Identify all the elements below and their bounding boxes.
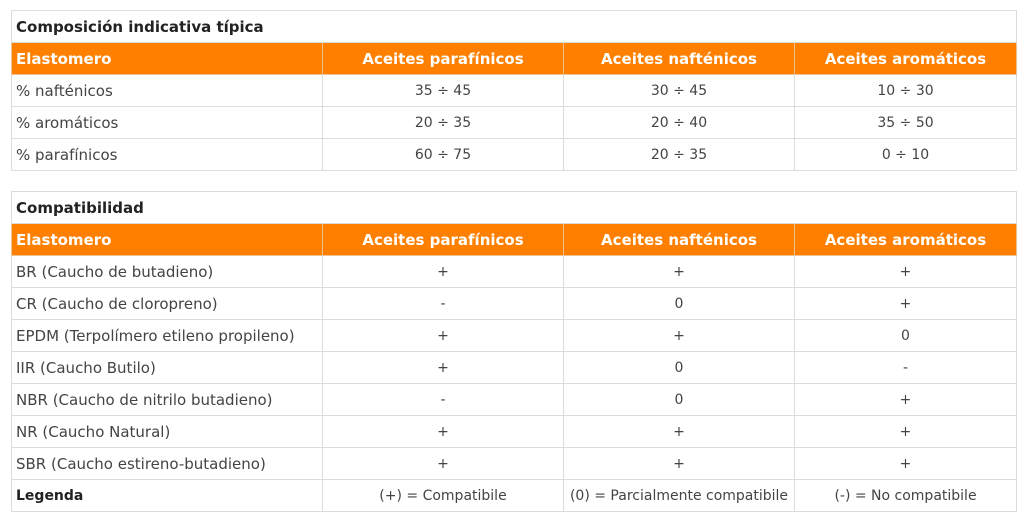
compatibility-title: Compatibilidad <box>12 192 1017 224</box>
row-label: IIR (Caucho Butilo) <box>12 352 323 384</box>
column-header-aromaticos: Aceites aromáticos <box>795 43 1017 75</box>
table-cell: - <box>323 288 564 320</box>
table-cell: + <box>564 416 795 448</box>
table-cell: + <box>795 448 1017 480</box>
legend-item: (+) = Compatibile <box>323 480 564 512</box>
table-cell: - <box>323 384 564 416</box>
table-cell: 20 ÷ 40 <box>564 107 795 139</box>
legend-item: (-) = No compatibile <box>795 480 1017 512</box>
row-label: NBR (Caucho de nitrilo butadieno) <box>12 384 323 416</box>
row-label: % parafínicos <box>12 139 323 171</box>
legend-row <box>12 480 1017 512</box>
table-cell: + <box>323 256 564 288</box>
table-cell: 60 ÷ 75 <box>323 139 564 171</box>
table-cell: + <box>795 416 1017 448</box>
column-header-naftenicos: Aceites nafténicos <box>564 224 795 256</box>
composition-caption-row <box>12 11 1017 43</box>
row-label: BR (Caucho de butadieno) <box>12 256 323 288</box>
table-cell: + <box>564 448 795 480</box>
table-cell: + <box>795 384 1017 416</box>
table-cell: - <box>795 352 1017 384</box>
column-header-elastomero: Elastomero <box>12 43 323 75</box>
table-row <box>12 384 1017 416</box>
table-row <box>12 256 1017 288</box>
row-label: CR (Caucho de cloropreno) <box>12 288 323 320</box>
table-cell: 20 ÷ 35 <box>564 139 795 171</box>
table-cell: + <box>564 320 795 352</box>
table-cell: 10 ÷ 30 <box>795 75 1017 107</box>
composition-table <box>11 10 1017 171</box>
column-header-parafinicos: Aceites parafínicos <box>323 43 564 75</box>
column-header-aromaticos: Aceites aromáticos <box>795 224 1017 256</box>
compatibility-header-row <box>12 224 1017 256</box>
row-label: EPDM (Terpolímero etileno propileno) <box>12 320 323 352</box>
row-label: % nafténicos <box>12 75 323 107</box>
table-cell: + <box>323 352 564 384</box>
table-row <box>12 352 1017 384</box>
row-label: NR (Caucho Natural) <box>12 416 323 448</box>
compatibility-caption-row <box>12 192 1017 224</box>
table-row <box>12 320 1017 352</box>
row-label: % aromáticos <box>12 107 323 139</box>
table-cell: + <box>564 256 795 288</box>
table-row <box>12 139 1017 171</box>
row-label: SBR (Caucho estireno-butadieno) <box>12 448 323 480</box>
table-cell: 0 <box>564 352 795 384</box>
table-cell: 0 ÷ 10 <box>795 139 1017 171</box>
composition-header-row <box>12 43 1017 75</box>
legend-label: Legenda <box>12 480 323 512</box>
column-header-parafinicos: Aceites parafínicos <box>323 224 564 256</box>
table-row <box>12 448 1017 480</box>
table-cell: 0 <box>795 320 1017 352</box>
table-row <box>12 288 1017 320</box>
table-row <box>12 75 1017 107</box>
table-cell: 35 ÷ 50 <box>795 107 1017 139</box>
table-cell: 0 <box>564 384 795 416</box>
table-cell: + <box>795 256 1017 288</box>
table-cell: + <box>323 416 564 448</box>
table-cell: + <box>323 320 564 352</box>
table-cell: 20 ÷ 35 <box>323 107 564 139</box>
table-cell: 0 <box>564 288 795 320</box>
table-cell: + <box>323 448 564 480</box>
table-cell: 30 ÷ 45 <box>564 75 795 107</box>
table-row <box>12 416 1017 448</box>
table-cell: + <box>795 288 1017 320</box>
column-header-naftenicos: Aceites nafténicos <box>564 43 795 75</box>
table-cell: 35 ÷ 45 <box>323 75 564 107</box>
legend-item: (0) = Parcialmente compatibile <box>564 480 795 512</box>
table-row <box>12 107 1017 139</box>
compatibility-table <box>11 191 1017 512</box>
column-header-elastomero: Elastomero <box>12 224 323 256</box>
composition-title: Composición indicativa típica <box>12 11 1017 43</box>
